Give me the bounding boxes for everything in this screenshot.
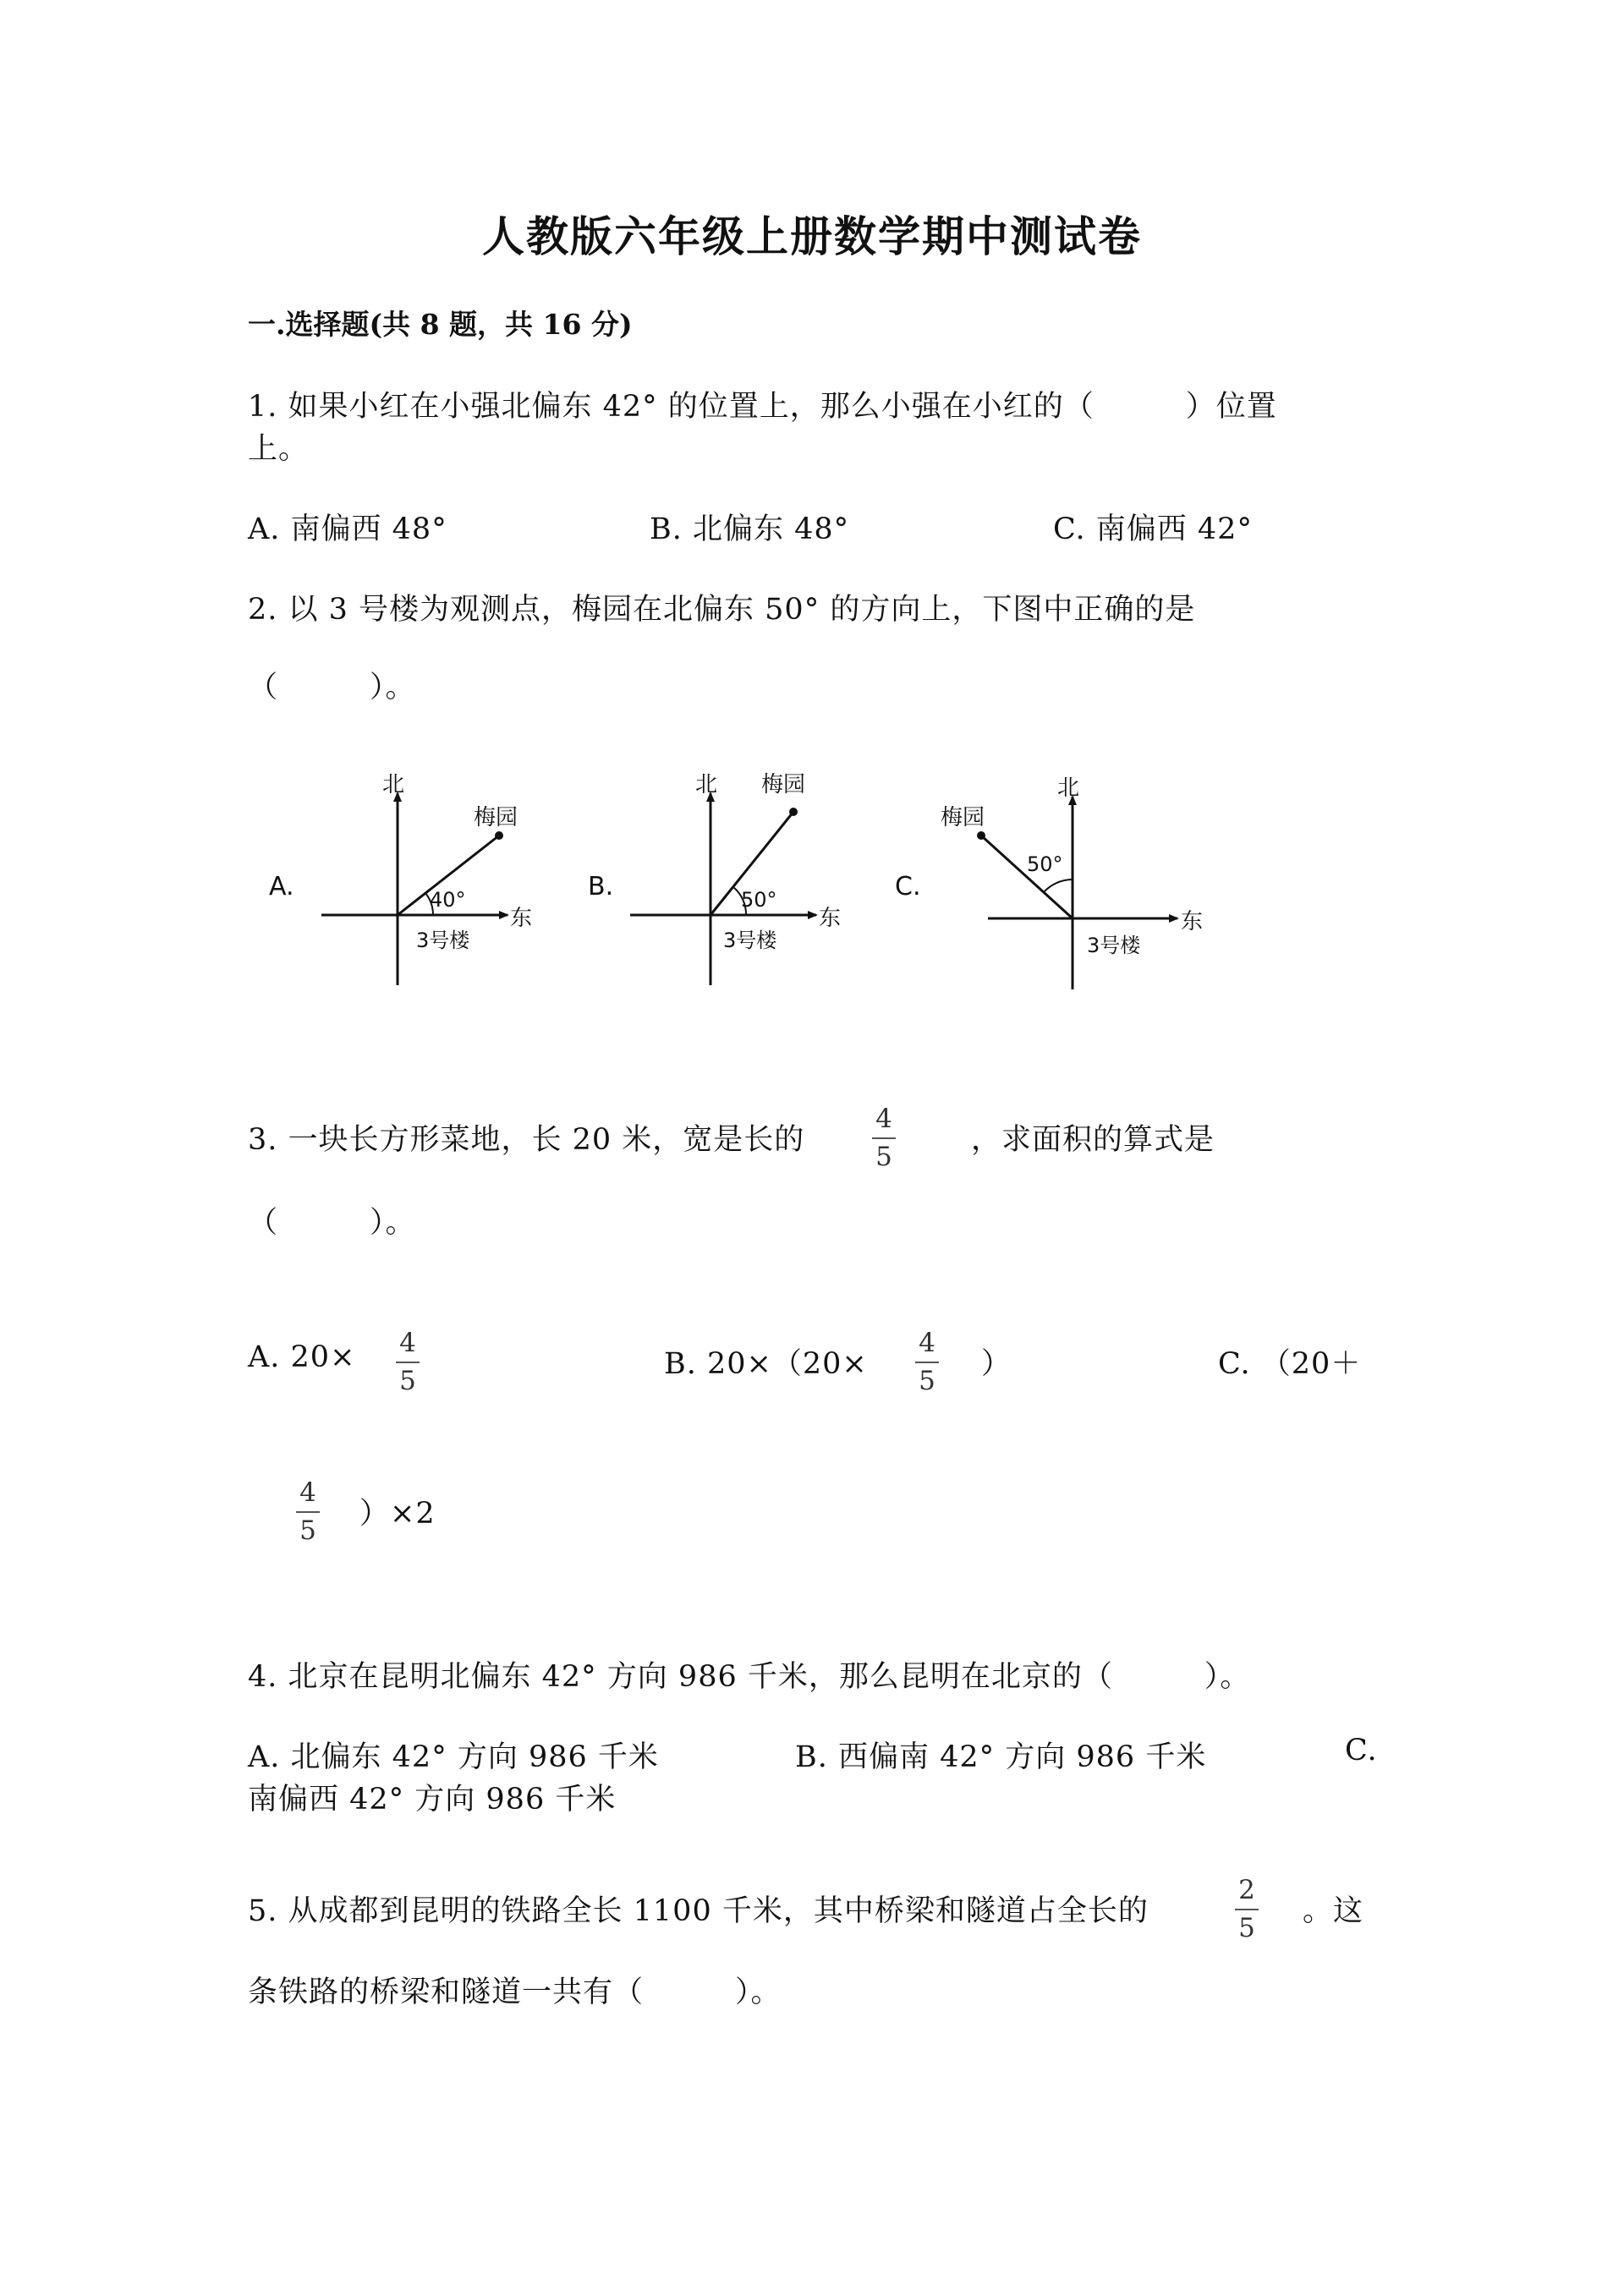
east-label: 东: [510, 906, 533, 931]
direction-diagrams: [254, 761, 1235, 1006]
question-3-fraction: [867, 1106, 901, 1170]
garden-ray: [981, 836, 1073, 918]
fraction-denominator: 5: [1238, 1913, 1255, 1943]
garden-label: 梅园: [941, 805, 985, 830]
fraction-bar: [396, 1362, 420, 1363]
fraction-numerator: 4: [919, 1328, 935, 1358]
diagram-option-c: [895, 775, 1203, 989]
question-3-line-1: 3. 一块长方形菜地，长 20 米，宽是长的: [248, 1123, 805, 1157]
fraction-numerator: 2: [1238, 1875, 1255, 1905]
question-4-option-b: B. 西偏南 42° 方向 986 千米: [795, 1740, 1207, 1774]
question-3-option-c-tail: ）×2: [359, 1497, 436, 1531]
question-1-option-b: B. 北偏东 48°: [650, 512, 850, 546]
option-b-label: B.: [588, 872, 614, 901]
fraction-bar: [915, 1362, 939, 1363]
garden-point: [977, 831, 985, 840]
angle-label: 50°: [741, 888, 777, 912]
question-3-option-b-tail: ）: [981, 1347, 1012, 1381]
question-5-line-2: 条铁路的桥梁和隧道一共有（ ）。: [248, 1975, 782, 2009]
fraction-numerator: 4: [299, 1477, 316, 1508]
question-5-line-1-tail: 。这: [1303, 1894, 1364, 1928]
building-label: 3号楼: [723, 929, 777, 952]
garden-label: 梅园: [474, 805, 518, 830]
question-3-option-a: A. 20×: [248, 1340, 356, 1374]
question-4-option-c-label: C.: [1345, 1734, 1378, 1767]
building-label: 3号楼: [1087, 934, 1141, 957]
question-1-line-2: 上。: [248, 432, 310, 466]
garden-label: 梅园: [761, 772, 806, 797]
page-title: 人教版六年级上册数学期中测试卷: [482, 211, 1142, 261]
garden-point: [789, 808, 798, 816]
angle-label: 50°: [1027, 852, 1063, 876]
question-1-option-c: C. 南偏西 42°: [1053, 512, 1253, 546]
question-4-option-a: A. 北偏东 42° 方向 986 千米: [248, 1740, 659, 1774]
fraction-denominator: 5: [875, 1142, 892, 1172]
option-c-fraction: [291, 1477, 325, 1546]
fraction-numerator: 4: [875, 1104, 892, 1134]
option-c-label: C.: [895, 872, 921, 901]
option-a-label: A.: [269, 872, 294, 901]
north-label: 北: [382, 772, 405, 797]
option-a-fraction: [391, 1330, 425, 1395]
east-label: 东: [1181, 909, 1204, 934]
garden-point: [495, 831, 503, 840]
diagram-option-a: [269, 772, 532, 985]
question-1-line-1: 1. 如果小红在小强北偏东 42° 的位置上，那么小强在小红的（ ）位置: [248, 390, 1277, 424]
fraction-bar: [296, 1511, 320, 1513]
fraction-denominator: 5: [919, 1366, 935, 1396]
angle-label: 40°: [430, 888, 466, 912]
question-5-fraction: [1230, 1877, 1264, 1942]
question-3-option-c: C. （20＋: [1218, 1347, 1362, 1381]
east-label: 东: [819, 906, 842, 931]
fraction-bar: [1235, 1909, 1259, 1910]
question-2-line-2: （ ）。: [248, 671, 416, 704]
option-b-fraction: [910, 1330, 944, 1395]
north-label: 北: [1057, 775, 1080, 801]
building-label: 3号楼: [416, 929, 470, 952]
question-3-line-1-tail: ，求面积的算式是: [971, 1123, 1215, 1157]
question-2-line-1: 2. 以 3 号楼为观测点，梅园在北偏东 50° 的方向上，下图中正确的是: [248, 593, 1196, 627]
question-3-line-2: （ ）。: [248, 1206, 416, 1240]
section-heading: 一.选择题(共 8 题，共 16 分): [248, 308, 633, 341]
question-4-line-1: 4. 北京在昆明北偏东 42° 方向 986 千米，那么昆明在北京的（ ）。: [248, 1660, 1251, 1694]
fraction-bar: [872, 1137, 896, 1139]
fraction-denominator: 5: [299, 1515, 316, 1546]
angle-arc: [1044, 879, 1073, 892]
question-5-line-1: 5. 从成都到昆明的铁路全长 1100 千米，其中桥梁和隧道占全长的: [248, 1894, 1149, 1928]
question-1-option-a: A. 南偏西 48°: [248, 512, 447, 546]
north-label: 北: [695, 772, 718, 797]
fraction-numerator: 4: [399, 1328, 416, 1358]
question-3-option-b: B. 20×（20×: [664, 1347, 868, 1381]
fraction-denominator: 5: [399, 1366, 416, 1396]
question-4-option-c-text: 南偏西 42° 方向 986 千米: [248, 1783, 617, 1817]
diagram-option-b: [588, 772, 841, 985]
